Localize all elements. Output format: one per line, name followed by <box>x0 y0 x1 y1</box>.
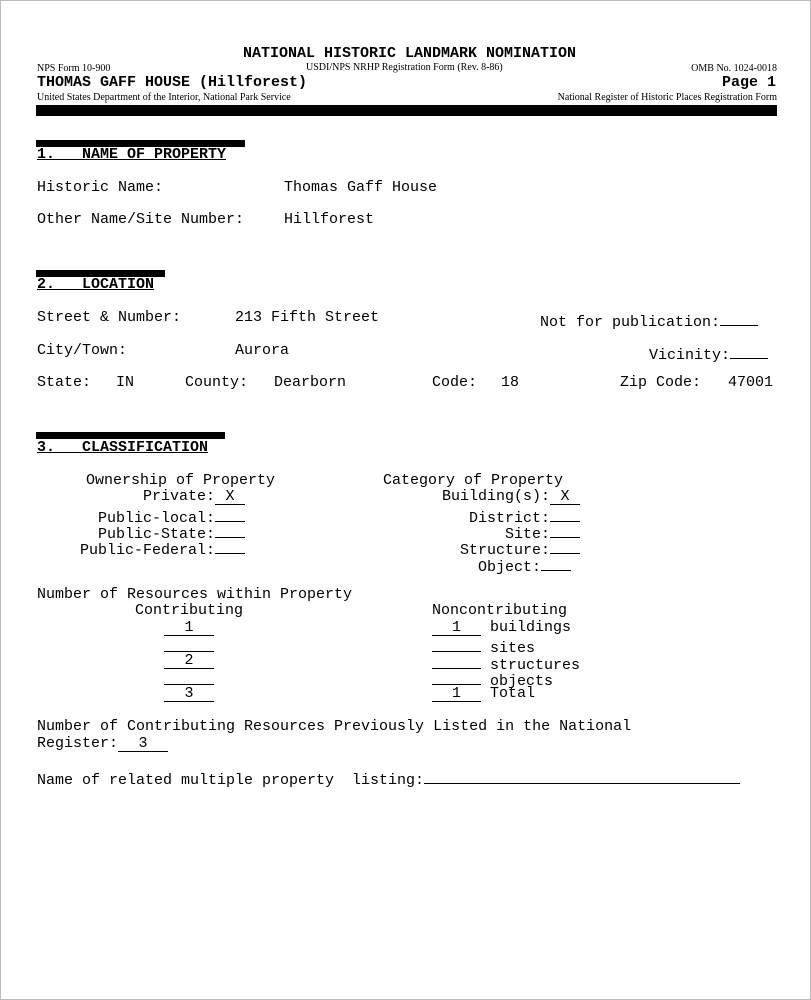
category-label: Object: <box>477 559 541 576</box>
noncontributing-field[interactable]: 1 <box>432 686 481 702</box>
contributing-title: Contributing <box>135 602 244 619</box>
section1-heading: 1. NAME OF PROPERTY <box>37 146 227 163</box>
other-name-value: Hillforest <box>284 211 375 228</box>
not-for-publication-field[interactable] <box>720 310 758 326</box>
section2-heading: 2. LOCATION <box>37 276 155 293</box>
ownership-row <box>143 489 245 505</box>
ownership-field[interactable]: X <box>215 489 245 505</box>
register-label: National Register of Historic Places Registration Form <box>557 92 777 103</box>
contributing-count[interactable] <box>164 686 214 702</box>
county-label: County: <box>185 374 249 391</box>
form-number: NPS Form 10-900 <box>37 63 111 74</box>
zip-label: Zip Code: <box>620 374 702 391</box>
page-label: Page 1 <box>721 74 776 91</box>
noncontributing-title: Noncontributing <box>432 602 568 619</box>
form-revision: USDI/NPS NRHP Registration Form (Rev. 8-86) <box>306 62 503 73</box>
previously-listed <box>37 736 168 752</box>
historic-name-value: Thomas Gaff House <box>284 179 438 196</box>
omb-number: OMB No. 1024-0018 <box>691 63 777 74</box>
related-listing-field[interactable] <box>424 768 740 784</box>
street-value: 213 Fifth Street <box>235 309 380 326</box>
ownership-title: Ownership of Property <box>86 472 276 489</box>
not-for-publication <box>540 310 758 331</box>
related-listing <box>37 768 740 789</box>
contributing-count[interactable] <box>164 653 214 669</box>
section3-heading: 3. CLASSIFICATION <box>37 439 209 456</box>
property-heading: THOMAS GAFF HOUSE (Hillforest) <box>37 74 308 91</box>
city-value: Aurora <box>235 342 290 359</box>
noncontributing-field[interactable]: 1 <box>432 620 481 636</box>
category-field[interactable] <box>550 506 580 522</box>
ownership-label: Public-State: <box>97 526 215 543</box>
category-label: Building(s): <box>441 488 550 505</box>
noncontributing-field[interactable] <box>432 653 481 669</box>
not-for-publication-label: Not for publication: <box>540 314 721 331</box>
other-name-label: Other Name/Site Number: <box>37 211 245 228</box>
ownership-label: Public-local: <box>97 510 215 527</box>
section3-bar <box>36 432 225 439</box>
category-title: Category of Property <box>383 472 564 489</box>
ownership-field[interactable] <box>215 538 245 554</box>
street-label: Street & Number: <box>37 309 182 326</box>
zip-value: 47001 <box>728 374 774 391</box>
state-label: State: <box>37 374 92 391</box>
city-label: City/Town: <box>37 342 128 359</box>
historic-name-label: Historic Name: <box>37 179 164 196</box>
noncontributing-field[interactable] <box>432 669 481 685</box>
category-field[interactable] <box>550 522 580 538</box>
category-field[interactable] <box>541 555 571 571</box>
code-value: 18 <box>501 374 520 391</box>
category-row <box>442 489 580 505</box>
contributing-field[interactable] <box>164 636 214 652</box>
category-label: District: <box>468 510 550 527</box>
ownership-field[interactable] <box>215 522 245 538</box>
vicinity-field[interactable] <box>730 343 768 359</box>
state-value: IN <box>116 374 135 391</box>
contributing-field[interactable]: 1 <box>164 620 214 636</box>
ownership-field[interactable] <box>215 506 245 522</box>
resource-type: Total <box>490 685 536 702</box>
category-label: Site: <box>504 526 550 543</box>
vicinity <box>649 343 768 364</box>
noncontributing-row <box>432 686 535 702</box>
vicinity-label: Vicinity: <box>649 347 731 364</box>
previously-listed-field[interactable]: 3 <box>118 736 168 752</box>
resource-type: objects <box>490 673 554 690</box>
previously-listed-label: Register: <box>37 735 119 752</box>
category-field[interactable] <box>550 538 580 554</box>
department-label: United States Department of the Interior, National Park Service <box>37 92 291 103</box>
ownership-label: Public-Federal: <box>79 542 215 559</box>
resource-type: structures <box>490 657 581 674</box>
resources-title: Number of Resources within Property <box>37 586 353 603</box>
noncontributing-field[interactable] <box>432 636 481 652</box>
category-row <box>478 555 571 576</box>
ownership-label: Private: <box>142 488 215 505</box>
header-rule <box>36 105 777 116</box>
resource-type: sites <box>490 640 536 657</box>
noncontributing-row <box>432 620 571 636</box>
ownership-row <box>80 538 245 559</box>
contributing-field[interactable]: 3 <box>164 686 214 702</box>
contributing-field[interactable] <box>164 669 214 685</box>
previously-listed-line1: Number of Contributing Resources Previously Listed in the National <box>37 718 632 735</box>
contributing-field[interactable]: 2 <box>164 653 214 669</box>
form-title: NATIONAL HISTORIC LANDMARK NOMINATION <box>242 45 577 62</box>
county-value: Dearborn <box>274 374 347 391</box>
category-field[interactable]: X <box>550 489 580 505</box>
contributing-count[interactable] <box>164 620 214 636</box>
code-label: Code: <box>432 374 478 391</box>
category-label: Structure: <box>459 542 550 559</box>
related-listing-label: Name of related multiple property listing: <box>37 772 425 789</box>
resource-type: buildings <box>490 619 572 636</box>
